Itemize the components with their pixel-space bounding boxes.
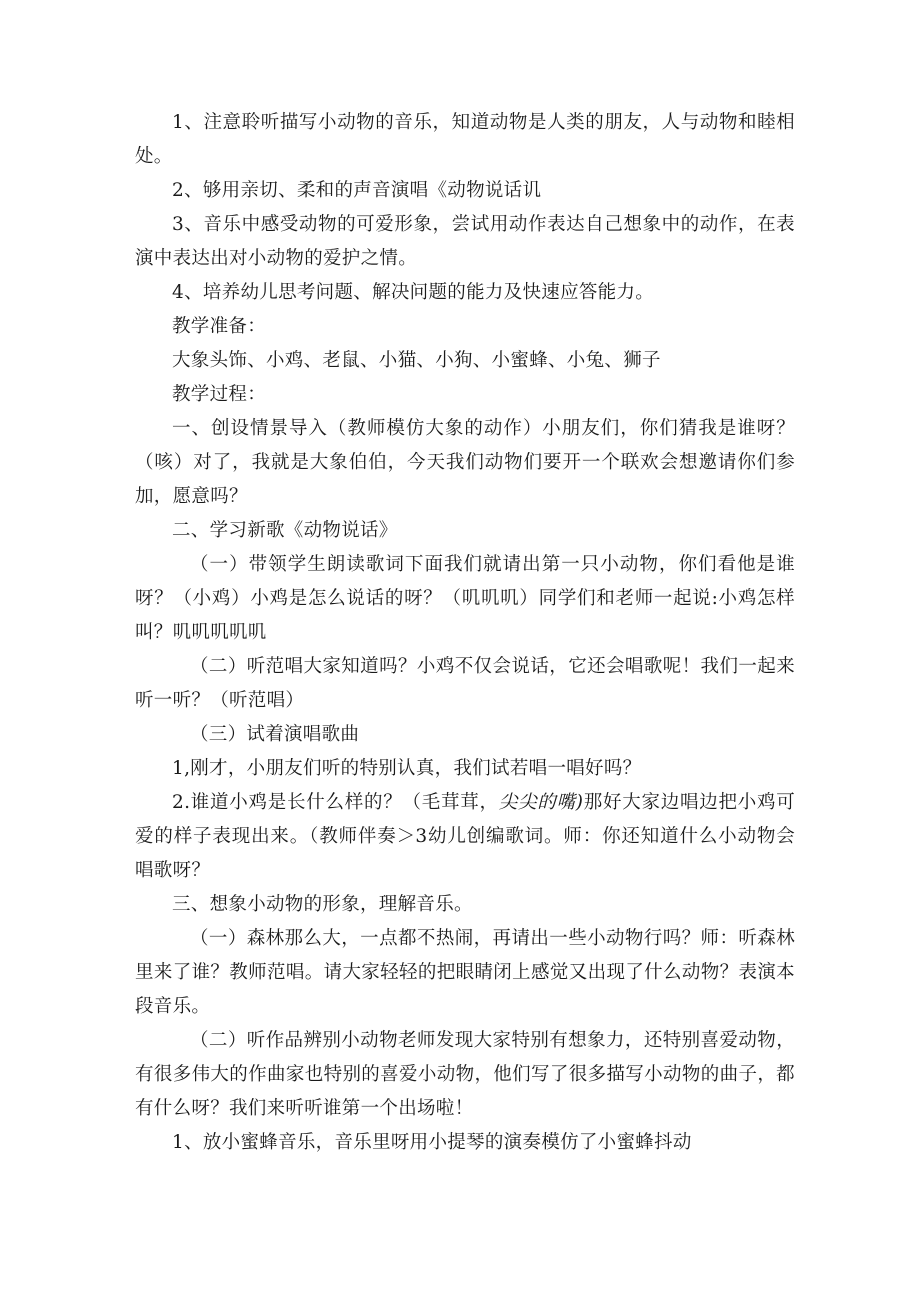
item-2-part-b: 尖尖的嘴)	[498, 792, 584, 813]
paragraph-section-2-title: 二、学习新歌《动物说话》	[172, 520, 398, 541]
paragraph-objective-4: 4、培养幼儿思考问题、解决问题的能力及快速应答能力。	[172, 282, 655, 303]
paragraph-section-3-step-2: （二）听作品辨别小动物老师发现大家特别有想象力，还特别喜爱动物，有很多伟大的作曲家也特别的喜爱小动物，他们写了很多描写小动物的曲子，都有什么呀？我们来听听谁第一个出场啦！	[135, 1030, 795, 1119]
item-2-part-c: 那好大家边唱边把小鸡可爱的样子表现出来。（教师伴奏＞3幼儿创编歌词。师：你还知道什么小动物会唱歌呀？	[135, 792, 796, 881]
paragraph-section-1: 一、创设情景导入（教师模仿大象的动作）小朋友们，你们猜我是谁呀？（咳）对了，我就是大象伯伯，今天我们动物们要开一个联欢会想邀请你们参加，愿意吗？	[135, 418, 795, 507]
paragraph-materials: 大象头饰、小鸡、老鼠、小猫、小狗、小蜜蜂、小兔、狮子	[172, 350, 661, 371]
paragraph-objective-2: 2、够用亲切、柔和的声音演唱《动物说话讥	[172, 180, 542, 201]
paragraph-section-3-step-1: （一）森林那么大，一点都不热闹，再请出一些小动物行吗？师：听森林里来了谁？教师范唱。请大家轻轻的把眼睛闭上感觉又出现了什么动物？表演本段音乐。	[135, 928, 795, 1017]
paragraph-step-3-item-2	[135, 786, 795, 888]
document-body	[135, 106, 795, 1160]
paragraph-step-3: （三）试着演唱歌曲	[190, 724, 360, 745]
paragraph-objective-3: 3、音乐中感受动物的可爱形象，尝试用动作表达自己想象中的动作，在表演中表达出对小动物的爱护之情。	[135, 214, 795, 269]
paragraph-step-2: （二）听范唱大家知道吗？小鸡不仅会说话，它还会唱歌呢！我们一起来听一听？（听范唱）	[135, 656, 795, 711]
paragraph-step-3-item-1: 1,刚才，小朋友们听的特别认真，我们试若唱一唱好吗？	[172, 758, 642, 779]
paragraph-step-1: （一）带领学生朗读歌词下面我们就请出第一只小动物，你们看他是谁呀？（小鸡）小鸡是怎么说话的呀？（叽叽叽）同学们和老师一起说:小鸡怎样叫？叽叽叽叽叽	[135, 554, 795, 643]
paragraph-section-3-item-1: 1、放小蜜蜂音乐，音乐里呀用小提琴的演奏模仿了小蜜蜂抖动	[172, 1132, 692, 1153]
heading-teaching-process: 教学过程：	[172, 384, 267, 405]
paragraph-objective-1: 1、注意聆听描写小动物的音乐，知道动物是人类的朋友，人与动物和睦相处。	[135, 112, 795, 167]
item-2-part-a: 2.谁道小鸡是长什么样的？（毛茸茸，	[172, 792, 499, 813]
heading-teaching-preparation: 教学准备：	[172, 316, 267, 337]
paragraph-section-3-title: 三、想象小动物的形象，理解音乐。	[172, 894, 473, 915]
